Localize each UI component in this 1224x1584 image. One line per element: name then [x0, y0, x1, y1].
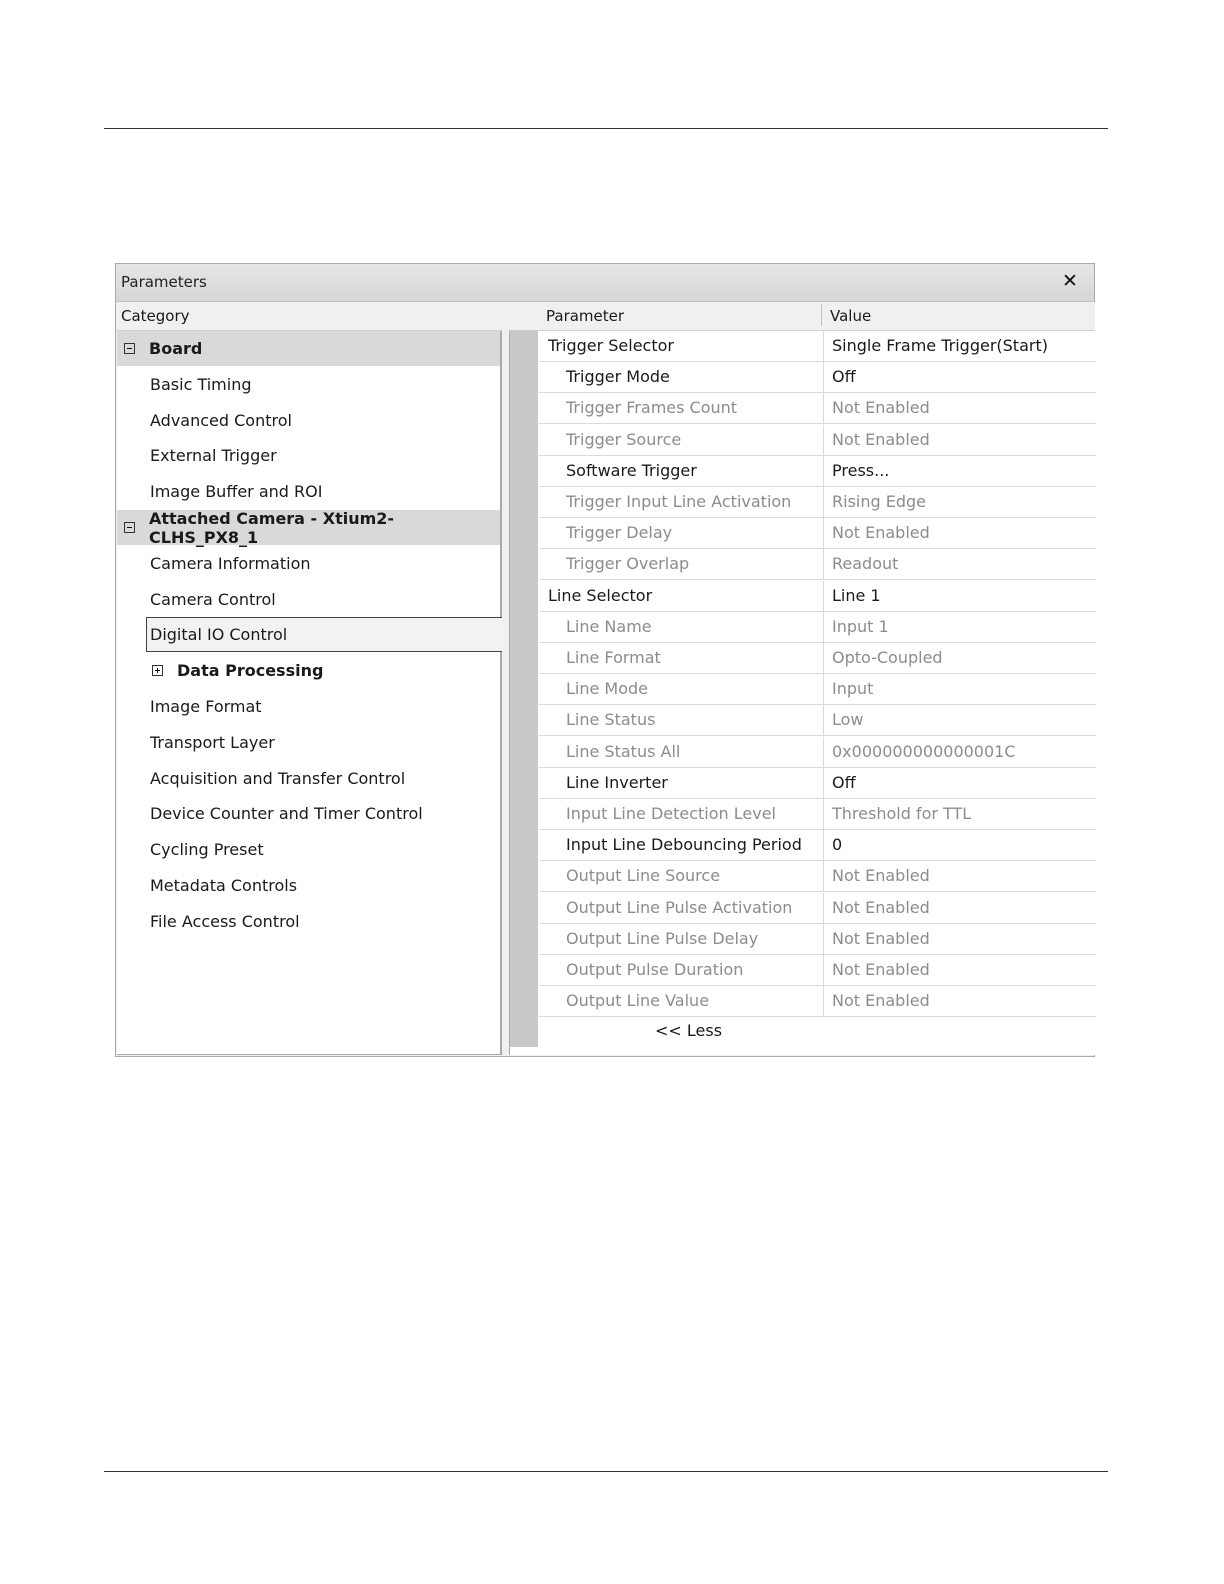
parameter-row[interactable]	[539, 830, 1096, 861]
category-item-label: File Access Control	[150, 911, 300, 931]
category-item[interactable]	[117, 510, 500, 545]
parameter-name: Line Selector	[548, 585, 653, 605]
cell-separator	[823, 830, 824, 860]
cell-separator	[823, 393, 824, 423]
parameter-value[interactable]: Line 1	[832, 585, 881, 605]
title-bar	[116, 264, 1094, 302]
close-icon[interactable]: ✕	[1062, 270, 1078, 292]
parameter-row	[539, 924, 1096, 955]
category-item-label: Data Processing	[177, 661, 324, 681]
parameter-value[interactable]: Off	[832, 367, 856, 387]
parameter-row	[539, 861, 1096, 892]
parameter-name: Output Pulse Duration	[566, 960, 744, 979]
parameter-value: Rising Edge	[832, 492, 926, 511]
window-title: Parameters	[121, 273, 207, 291]
collapse-icon[interactable]	[124, 343, 135, 354]
category-item-label: Device Counter and Timer Control	[150, 804, 423, 824]
parameter-row	[539, 643, 1096, 674]
cell-separator	[823, 643, 824, 673]
page-bottom-rule	[104, 1471, 1108, 1472]
parameter-row	[539, 737, 1096, 768]
cell-separator	[823, 924, 824, 954]
category-item[interactable]	[117, 474, 500, 509]
parameter-column-header: Parameter	[546, 307, 625, 325]
cell-separator	[823, 737, 824, 767]
parameter-grid-header	[509, 302, 1095, 331]
category-item[interactable]	[117, 367, 500, 402]
cell-separator	[823, 799, 824, 829]
category-item-label: External Trigger	[150, 446, 277, 466]
category-item-label: Camera Control	[150, 589, 276, 609]
category-item-label: Attached Camera - Xtium2-CLHS_PX8_1	[149, 508, 395, 547]
category-item[interactable]	[117, 438, 500, 473]
parameter-row	[539, 955, 1096, 986]
parameter-row	[539, 893, 1096, 924]
parameter-name: Input Line Detection Level	[566, 804, 776, 823]
parameter-value: Not Enabled	[832, 523, 930, 543]
parameter-name: Line Status	[566, 710, 656, 730]
expand-icon[interactable]	[152, 665, 163, 676]
parameter-value: Not Enabled	[832, 429, 930, 449]
parameter-row	[539, 425, 1096, 456]
parameter-name: Trigger Mode	[566, 367, 670, 387]
category-item[interactable]	[117, 546, 500, 581]
category-item[interactable]	[117, 796, 500, 831]
parameter-value[interactable]: Off	[832, 772, 856, 792]
parameter-value: Not Enabled	[832, 398, 930, 418]
category-item-label: Image Format	[150, 697, 262, 716]
cell-separator	[823, 612, 824, 642]
parameter-name: Trigger Input Line Activation	[566, 492, 792, 511]
parameter-name: Line Mode	[566, 679, 649, 699]
parameter-value: Not Enabled	[832, 866, 930, 886]
category-item-label: Acquisition and Transfer Control	[150, 768, 406, 788]
category-item[interactable]	[117, 904, 500, 939]
parameter-value: Not Enabled	[832, 991, 930, 1011]
category-item-label: Cycling Preset	[150, 840, 264, 860]
cell-separator	[823, 768, 824, 798]
parameter-row	[539, 705, 1096, 736]
cell-separator	[823, 674, 824, 704]
parameter-name: Line Format	[566, 648, 661, 667]
cell-separator	[823, 893, 824, 923]
cell-separator	[823, 518, 824, 548]
parameter-name: Input Line Debouncing Period	[566, 835, 802, 855]
parameter-row	[539, 674, 1096, 705]
parameter-row	[539, 612, 1096, 643]
parameter-value: Readout	[832, 554, 899, 574]
parameter-value: Low	[832, 710, 864, 730]
parameter-name: Line Status All	[566, 741, 681, 761]
parameter-name: Output Line Pulse Activation	[566, 897, 793, 917]
category-item[interactable]	[117, 725, 500, 760]
parameter-value: 0x000000000000001C	[832, 741, 1016, 761]
parameter-value[interactable]: 0	[832, 835, 843, 855]
category-item[interactable]	[146, 617, 502, 652]
parameter-row[interactable]	[539, 581, 1096, 612]
parameter-name: Trigger Frames Count	[566, 398, 738, 418]
parameter-row[interactable]	[539, 768, 1096, 799]
parameter-grid	[509, 331, 1095, 1055]
cell-separator	[823, 705, 824, 735]
parameter-name: Trigger Overlap	[566, 554, 690, 574]
parameter-name: Software Trigger	[566, 460, 697, 480]
category-item[interactable]	[117, 868, 500, 903]
less-button[interactable]: << Less	[655, 1021, 723, 1040]
parameter-name: Output Line Value	[566, 991, 710, 1011]
category-item[interactable]	[117, 689, 500, 724]
category-item-label: Basic Timing	[150, 374, 252, 394]
parameter-value: Not Enabled	[832, 960, 930, 979]
row-gutter	[510, 331, 538, 1047]
category-header-label: Category	[121, 307, 190, 325]
parameter-name: Trigger Source	[566, 429, 682, 449]
cell-separator	[823, 986, 824, 1016]
cell-separator	[823, 549, 824, 579]
cell-separator	[823, 581, 824, 611]
parameter-name: Output Line Pulse Delay	[566, 928, 759, 948]
parameter-name: Output Line Source	[566, 866, 721, 886]
category-item[interactable]	[117, 403, 500, 438]
parameter-value: Opto-Coupled	[832, 648, 943, 667]
parameter-name: Line Inverter	[566, 772, 668, 792]
parameter-row	[539, 518, 1096, 549]
value-column-header: Value	[830, 307, 872, 325]
parameter-row[interactable]	[539, 456, 1096, 487]
category-item-label: Advanced Control	[150, 410, 292, 430]
category-item-label: Image Buffer and ROI	[150, 482, 323, 502]
parameter-value: Input 1	[832, 616, 889, 636]
parameter-value: Threshold for TTL	[832, 804, 972, 823]
parameter-value: Not Enabled	[832, 897, 930, 917]
page-top-rule	[104, 128, 1108, 129]
category-item[interactable]	[117, 761, 500, 796]
cell-separator	[823, 487, 824, 517]
parameter-value: Input	[832, 679, 874, 699]
parameter-value[interactable]: Press...	[832, 460, 890, 480]
cell-separator	[823, 362, 824, 392]
parameters-window	[115, 263, 1095, 1057]
parameter-name: Trigger Selector	[548, 336, 674, 355]
cell-separator	[823, 861, 824, 891]
category-item-label: Transport Layer	[150, 732, 275, 752]
category-item-label: Camera Information	[150, 553, 311, 573]
column-separator[interactable]	[821, 304, 822, 326]
category-item-label: Metadata Controls	[150, 876, 298, 895]
parameter-name: Line Name	[566, 616, 652, 636]
parameter-row[interactable]	[539, 362, 1096, 393]
category-item[interactable]	[117, 331, 500, 366]
cell-separator	[823, 955, 824, 985]
category-item-label: Board	[149, 339, 203, 358]
parameter-value: Not Enabled	[832, 928, 930, 948]
collapse-icon[interactable]	[124, 522, 135, 533]
parameter-row	[539, 393, 1096, 424]
category-tree[interactable]	[117, 331, 502, 1055]
parameter-row[interactable]	[539, 331, 1096, 362]
category-item[interactable]	[117, 653, 500, 688]
cell-separator	[823, 425, 824, 455]
parameter-row	[539, 549, 1096, 580]
cell-separator	[823, 331, 824, 361]
parameter-name: Trigger Delay	[566, 523, 673, 543]
parameter-row	[539, 799, 1096, 830]
cell-separator	[823, 456, 824, 486]
parameter-value[interactable]: Single Frame Trigger(Start)	[832, 336, 1048, 355]
category-column-header	[116, 302, 502, 331]
category-item[interactable]	[117, 832, 500, 867]
category-item[interactable]	[117, 582, 500, 617]
parameter-row	[539, 986, 1096, 1017]
category-item-label: Digital IO Control	[150, 625, 288, 645]
parameter-row	[539, 487, 1096, 518]
